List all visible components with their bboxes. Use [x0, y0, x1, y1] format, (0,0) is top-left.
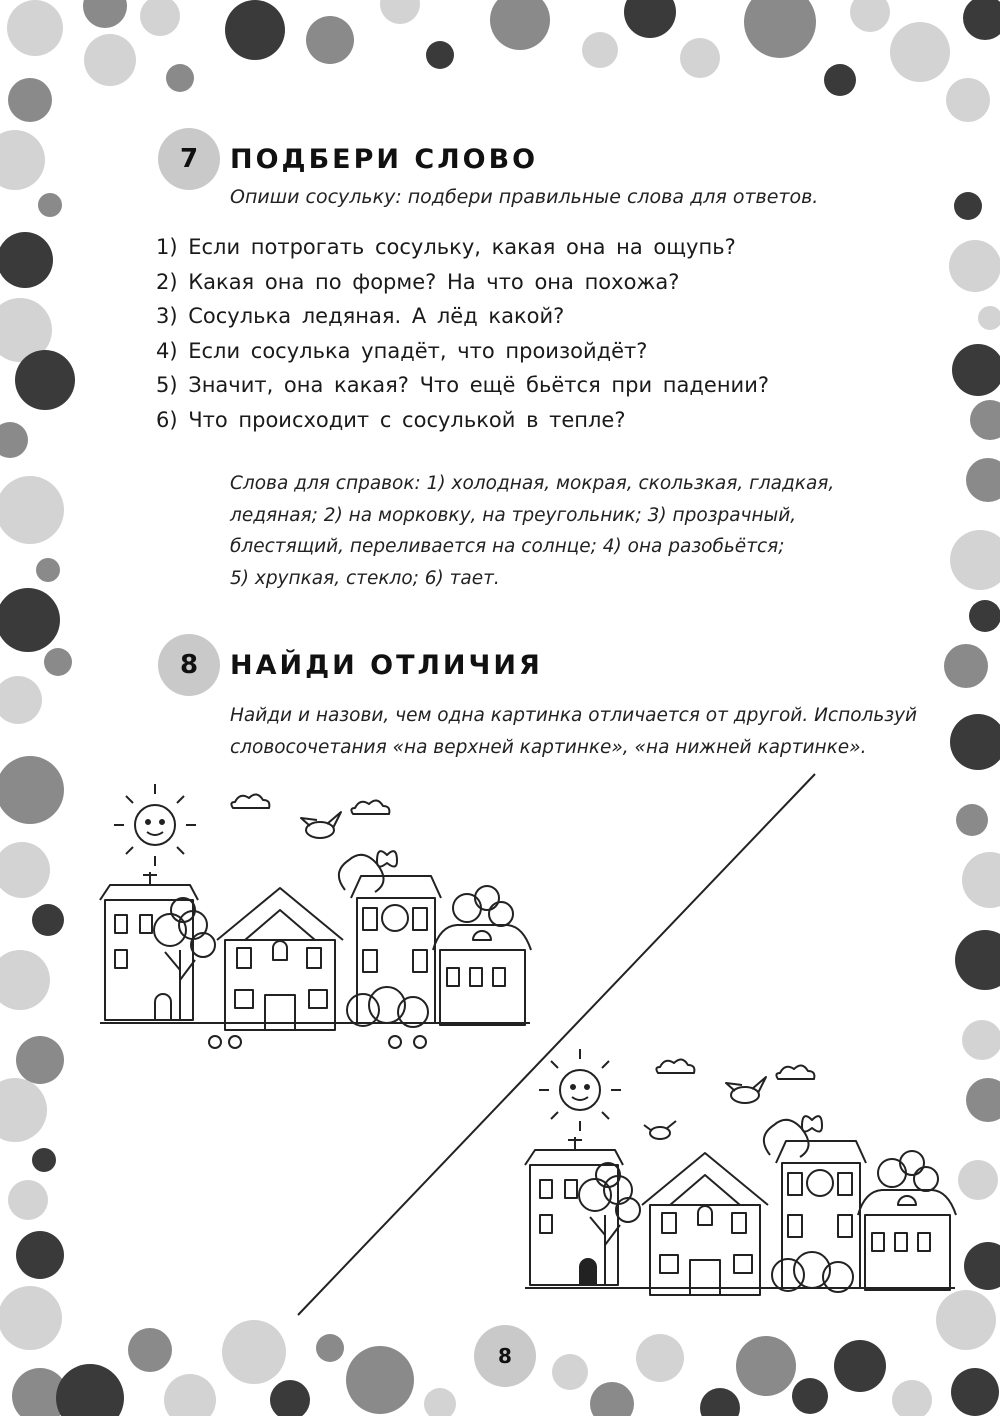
top-town-picture [95, 780, 540, 1070]
dark-doorway [580, 1259, 596, 1285]
question-item: 1) Если потрогать сосульку, какая она на ощупь? [156, 235, 736, 259]
page-number: 8 [474, 1325, 536, 1387]
task-7-instruction: Опиши сосульку: подбери правильные слова для ответов. [230, 186, 819, 208]
tree-left-extra [209, 1036, 426, 1048]
question-item: 2) Какая она по форме? На что она похожа? [156, 269, 680, 294]
instruction-line: Найди и назови, чем одна картинка отличается от другой. Используй [230, 705, 918, 726]
hint-line: Слова для справок: 1) холодная, мокрая, скользкая, гладкая, [230, 473, 835, 494]
bottom-town-picture [520, 1045, 965, 1335]
question-item: 5) Значит, она какая? Что ещё бьётся при падении? [156, 373, 769, 398]
extra-bird [644, 1121, 676, 1139]
instruction-line: словосочетания «на верхней картинке», «на нижней картинке». [230, 736, 867, 758]
task-8-number-badge: 8 [158, 634, 220, 696]
task-8-title: НАЙДИ ОТЛИЧИЯ [230, 649, 543, 681]
question-item: 3) Сосулька ледяная. А лёд какой? [156, 304, 565, 329]
hint-line: блестящий, переливается на солнце; 4) она разобьётся; [230, 536, 785, 557]
task-7-title: ПОДБЕРИ СЛОВО [230, 143, 539, 175]
question-item: 6) Что происходит с сосулькой в тепле? [156, 407, 626, 432]
task-7-number-badge: 7 [158, 128, 220, 190]
hint-line: ледяная; 2) на морковку, на треугольник; 3) прозрачный, [230, 504, 797, 526]
hint-line: 5) хрупкая, стекло; 6) тает. [230, 567, 500, 589]
question-item: 4) Если сосулька упадёт, что произойдёт? [156, 338, 648, 363]
